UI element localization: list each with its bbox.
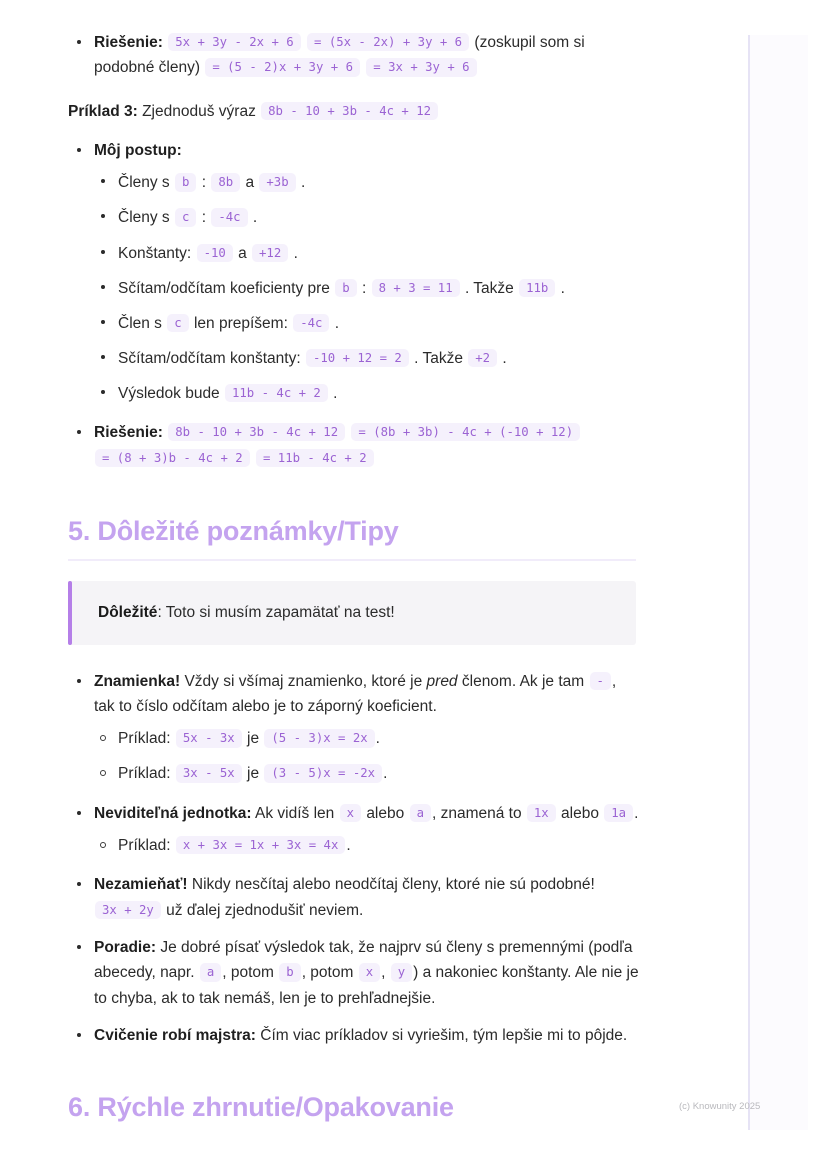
code-chip-term: +12 xyxy=(252,244,288,262)
example-text: . xyxy=(375,730,380,748)
code-chip-expression: 3x + 2y xyxy=(95,901,161,919)
code-chip-var: a xyxy=(410,804,431,822)
solution-note: (zoskupil som si podobné členy) xyxy=(94,34,585,77)
tip-text: alebo xyxy=(561,804,599,822)
tip-text: , tak to číslo odčítam alebo je to záporný koeficient. xyxy=(94,672,617,715)
step-text: : xyxy=(201,209,207,227)
code-chip-minus: - xyxy=(590,672,611,690)
tip-emphasis: pred xyxy=(426,672,458,690)
example-item xyxy=(94,833,640,858)
code-chip-result: 11b - 4c + 2 xyxy=(225,384,328,402)
tip-text: Je dobré písať výsledok tak, že najprv sú členy s premennými (podľa abecedy, napr. xyxy=(94,938,633,982)
tip-signs xyxy=(68,669,640,787)
tip-text: Nikdy nesčítaj alebo neodčítaj členy, ktoré nie sú podobné! xyxy=(191,876,595,894)
code-chip-term: -4c xyxy=(211,208,247,226)
code-chip-term: +2 xyxy=(468,349,497,367)
code-chip-var: b xyxy=(175,173,196,191)
right-margin-rule xyxy=(748,35,750,1130)
step-text: . xyxy=(300,174,306,192)
tip-dont-mix xyxy=(68,872,640,923)
step-text: Člen s xyxy=(118,314,162,332)
tip-invisible-unit xyxy=(68,801,640,859)
tip-title: Neviditeľná jednotka: xyxy=(94,804,252,822)
example3-list xyxy=(68,138,640,471)
tip-text: , znamená to xyxy=(431,804,522,822)
code-chip-term: 11b xyxy=(519,279,555,297)
code-chip-term: 1x xyxy=(527,804,556,822)
example3-solution-item xyxy=(68,420,640,471)
example3-instruction: Zjednoduš výraz xyxy=(142,102,256,120)
tip-practice xyxy=(68,1023,640,1048)
step-item xyxy=(94,276,640,301)
step-item xyxy=(94,311,640,336)
step-text: . xyxy=(502,349,507,367)
code-chip-step: = (5 - 2)x + 3y + 6 xyxy=(205,58,360,76)
tip-text: , potom xyxy=(222,964,274,982)
example-text: je xyxy=(247,765,260,783)
code-chip-result: (5 - 3)x = 2x xyxy=(264,729,374,747)
example-label: Príklad: xyxy=(118,836,171,854)
code-chip-term: -10 xyxy=(197,244,233,262)
step-text: . xyxy=(333,384,338,402)
code-chip-step: = (8b + 3b) - 4c + (-10 + 12) xyxy=(351,423,580,441)
code-chip-result: (3 - 5)x = -2x xyxy=(264,764,382,782)
tip-text: alebo xyxy=(366,804,405,822)
step-item xyxy=(94,205,640,230)
example-text: je xyxy=(247,730,260,748)
code-chip-expression: x + 3x = 1x + 3x = 4x xyxy=(176,836,345,854)
tip-text: ) a nakoniec konštanty. Ale nie je to chyba, ak to tak nemáš, len je to prehľadnejšie. xyxy=(94,964,639,1007)
tip-text: . xyxy=(634,804,639,822)
step-text: : xyxy=(201,174,207,192)
example-label: Príklad: xyxy=(118,765,171,783)
tip-title: Cvičenie robí majstra: xyxy=(94,1027,256,1045)
step-text: . xyxy=(334,314,340,332)
step-text: . Takže xyxy=(464,279,514,297)
example-label: Príklad: xyxy=(118,730,171,748)
step-text: . Takže xyxy=(414,349,463,367)
callout-text xyxy=(98,601,616,624)
steps-heading: Môj postup: xyxy=(94,141,182,159)
code-chip-result: = 3x + 3y + 6 xyxy=(366,58,476,76)
code-chip-calc: -10 + 12 = 2 xyxy=(306,349,409,367)
tips-list xyxy=(68,669,640,1049)
solution-label: Riešenie: xyxy=(94,34,163,51)
solution-label: Riešenie: xyxy=(94,424,163,442)
step-item xyxy=(94,381,640,406)
step-text: len prepíšem: xyxy=(193,314,288,332)
code-chip-result: = 11b - 4c + 2 xyxy=(256,449,374,467)
tip-invisible-unit-examples xyxy=(94,833,640,858)
tip-signs-examples xyxy=(94,726,640,786)
section-5-divider xyxy=(68,559,636,561)
example3-label: Príklad 3: xyxy=(68,102,138,120)
code-chip-var: x xyxy=(359,963,380,981)
footer-credit: (c) Knowunity 2025 xyxy=(679,1101,761,1112)
step-text: Členy s xyxy=(118,209,170,227)
step-item xyxy=(94,346,640,371)
example3-steps-item xyxy=(68,138,640,406)
example3-steps-sublist xyxy=(94,170,640,406)
tip-text: , xyxy=(381,964,386,982)
code-chip-var: y xyxy=(391,963,412,981)
step-text: Členy s xyxy=(118,174,170,192)
tip-text: členom. Ak je tam xyxy=(461,672,585,690)
example-text: . xyxy=(346,836,351,854)
tip-text: Vždy si všímaj znamienko, ktoré je xyxy=(184,672,423,690)
step-text: a xyxy=(245,174,255,192)
code-chip-var: b xyxy=(279,963,300,981)
callout-body: : Toto si musím zapamätať na test! xyxy=(157,604,395,622)
example3-heading xyxy=(68,99,640,124)
code-chip-term: 1a xyxy=(604,804,633,822)
code-chip-var: c xyxy=(175,208,196,226)
example-item xyxy=(94,761,640,786)
step-text: . xyxy=(293,244,298,262)
code-chip-var: x xyxy=(340,804,361,822)
step-item xyxy=(94,170,640,195)
code-chip-var: b xyxy=(335,279,356,297)
example-text: . xyxy=(383,765,388,783)
code-chip-expression: 8b - 10 + 3b - 4c + 12 xyxy=(261,102,438,120)
step-text: Sčítam/odčítam koeficienty pre xyxy=(118,279,330,297)
tip-text: Čím viac príkladov si vyriešim, tým lepšie mi to pôjde. xyxy=(260,1027,628,1045)
callout-accent-bar xyxy=(68,581,72,644)
code-chip-term: -4c xyxy=(293,314,329,332)
section-5-heading: 5. Dôležité poznámky/Tipy xyxy=(68,515,399,546)
step-text: Sčítam/odčítam konštanty: xyxy=(118,349,301,367)
tip-text: Ak vidíš len xyxy=(255,804,335,822)
step-text: Konštanty: xyxy=(118,244,192,262)
step-text: : xyxy=(361,279,367,297)
code-chip-expression: 5x - 3x xyxy=(176,729,242,747)
tip-title: Znamienka! xyxy=(94,672,181,690)
code-chip-step: = (8 + 3)b - 4c + 2 xyxy=(95,449,250,467)
section-6-heading: 6. Rýchle zhrnutie/Opakovanie xyxy=(68,1091,454,1122)
step-text: Výsledok bude xyxy=(118,384,220,402)
tip-order xyxy=(68,935,640,1011)
tip-text: už ďalej zjednodušiť neviem. xyxy=(166,901,364,919)
step-text: . xyxy=(252,209,258,227)
code-chip-expression: 5x + 3y - 2x + 6 xyxy=(168,33,300,51)
tip-text: , potom xyxy=(301,964,354,982)
code-chip-term: 8b xyxy=(211,173,240,191)
example2-solution-list xyxy=(68,30,640,81)
document-content xyxy=(68,30,640,1123)
step-item xyxy=(94,241,640,266)
code-chip-expression: 3x - 5x xyxy=(176,764,242,782)
tip-title: Poradie: xyxy=(94,938,157,956)
callout-bold-label: Dôležité xyxy=(98,604,158,622)
step-text: a xyxy=(238,244,247,262)
code-chip-step: = (5x - 2x) + 3y + 6 xyxy=(307,33,469,51)
tip-title: Nezamieňať! xyxy=(94,876,188,894)
code-chip-expression: 8b - 10 + 3b - 4c + 12 xyxy=(168,423,345,441)
example2-solution-item xyxy=(68,30,640,81)
code-chip-term: +3b xyxy=(259,173,295,191)
code-chip-var: a xyxy=(200,963,221,981)
important-callout xyxy=(68,581,636,644)
code-chip-var: c xyxy=(167,314,188,332)
right-margin-panel xyxy=(750,35,808,1130)
example-item xyxy=(94,726,640,751)
code-chip-calc: 8 + 3 = 11 xyxy=(372,279,460,297)
step-text: . xyxy=(560,279,565,297)
